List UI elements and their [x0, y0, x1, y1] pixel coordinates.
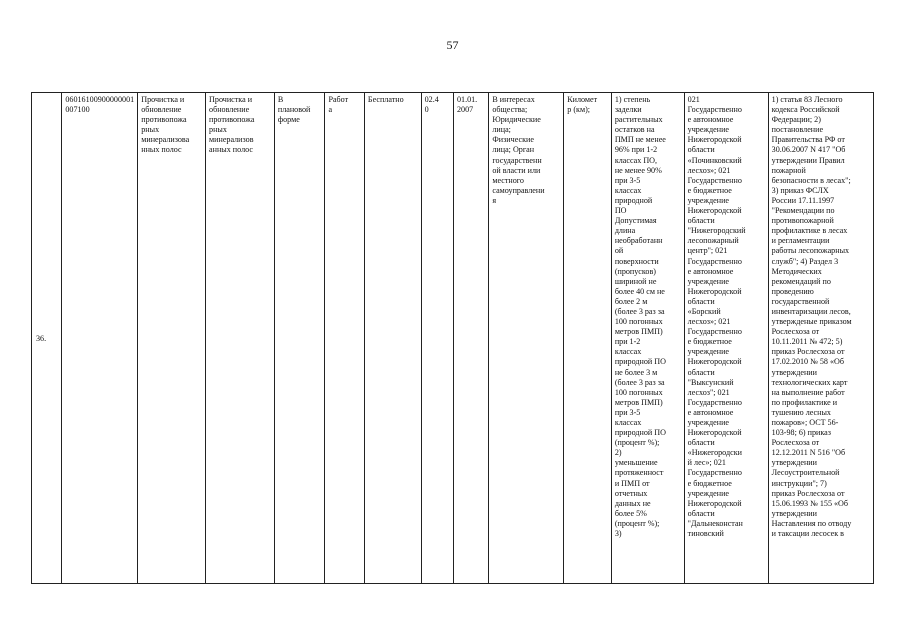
- row-number: 36.: [32, 93, 62, 584]
- table-row: [32, 93, 874, 584]
- service-form: В плановой форме: [274, 93, 325, 584]
- start-date: 01.01. 2007: [453, 93, 488, 584]
- payment-type: Бесплатно: [364, 93, 421, 584]
- legal-basis: 1) статья 83 Лесного кодекса Российской Федерации; 2) постановление Правительства РФ от 30.06.2007 N 417 "Об утверждении Правил пожарной безопасности в лесах"; 3) приказ ФСЛХ России 17.11.1997 "Рекомендации по противопожарной профилактике в лесах и регламентации работы лесопожарных служб"; 4) Раздел 3 Методических рекомендаций по проведению государственной инвентаризации лесов, утвержденые приказом Рослесхоза от 10.11.2011 № 472; 5) приказ Рослесхоза от 17.02.2010 № 58 «Об утверждении технологических карт на выполнение работ по профилактике и тушению лесных пожаров»; ОСТ 56- 103-98; 6) приказ Рослесхоза от 12.12.2011 N 516 "Об утверждении Лесоустроительной инструкции"; 7) приказ Рослесхоза от 15.06.1993 № 155 «Об утверждении Наставления по отводу и таксации лесосек в: [768, 93, 873, 584]
- service-content: Прочистка и обновление противопожа рных минерализов анных полос: [206, 93, 275, 584]
- registry-code: 06016100900000001007100: [62, 93, 138, 584]
- quality-indicators: 1) степень заделки растительных остатков на ПМП не менее 96% при 1-2 классах ПО, не менее 90% при 3-5 классах природной ПО Допустимая длина необработанн ой поверхности (пропусков) шириной не более 40 см не более 2 м (более 3 раз за 100 погонных метров ПМП) при 1-2 классах природной ПО не более 3 м (более 3 раз за 100 погонных метров ПМП) при 3-5 классах природной ПО (процент %); 2) уменьшение протяженност и ПМП от отчетных данных не более 5% (процент %); 3): [611, 93, 684, 584]
- okved-code: 02.4 0: [421, 93, 453, 584]
- consumers: В интересах общества; Юридические лица; Физические лица; Орган государственн ой власти или местного самоуправлени я: [489, 93, 564, 584]
- service-type: Работ а: [325, 93, 364, 584]
- page-number: 57: [446, 38, 459, 52]
- services-table: [31, 92, 874, 584]
- institutions: 021 Государственно е автономное учреждение Нижегородской области «Починковский лесхоз»; 021 Государственно е бюджетное учреждение Нижегородской области "Нижегородский лесопожарный центр"; 021 Государственно е автономное учреждение Нижегородской области «Борский лесхоз»; 021 Государственно е бюджетное учреждение Нижегородской области "Выксунский лесхоз"; 021 Государственно е автономное учреждение Нижегородской области «Нижегородски й лес»; 021 Государственно е бюджетное учреждение Нижегородской области "Дальнеконстан тиновский: [684, 93, 768, 584]
- unit-of-measure: Километ р (км);: [564, 93, 612, 584]
- service-name: Прочистка и обновление противопожа рных минерализова нных полос: [138, 93, 206, 584]
